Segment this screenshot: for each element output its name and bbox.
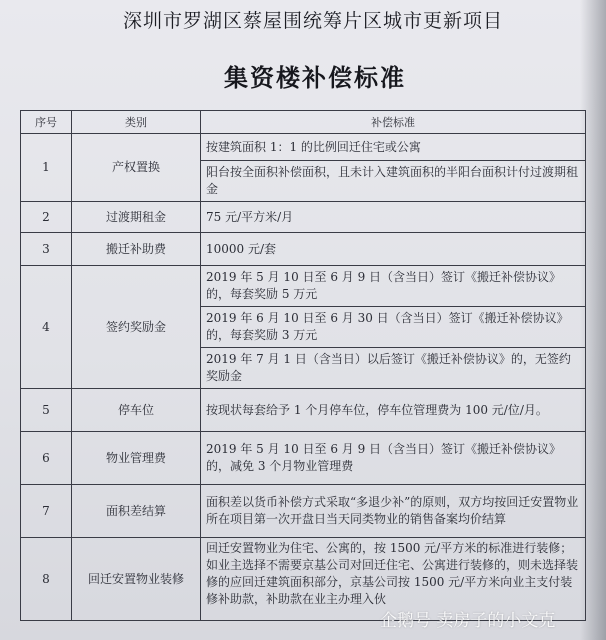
row-standard: 按建筑面积 1：1 的比例回迁住宅或公寓 [201, 134, 586, 161]
row-standard: 2019 年 6 月 10 日至 6 月 30 日（含当日）签订《搬迁补偿协议》的，每套奖励 3 万元 [201, 307, 586, 348]
row-category: 回迁安置物业装修 [72, 538, 201, 621]
row-no: 5 [21, 389, 72, 432]
document-subtitle: 集资楼补偿标准 [224, 63, 406, 92]
row-category: 过渡期租金 [72, 202, 201, 233]
table-row [21, 202, 586, 233]
row-standard: 75 元/平方米/月 [201, 202, 586, 233]
row-standard: 10000 元/套 [201, 233, 586, 266]
row-no: 1 [21, 134, 72, 202]
row-no: 8 [21, 538, 72, 621]
row-standard: 按现状每套给予 1 个月停车位，停车位管理费为 100 元/位/月。 [201, 389, 586, 432]
table-header-row [21, 111, 586, 134]
row-category: 产权置换 [72, 134, 201, 202]
row-standard: 回迁安置物业为住宅、公寓的，按 1500 元/平方米的标准进行装修；如业主选择不需要京基公司对回迁住宅、公寓进行装修的，则未选择装修的应回迁建筑面积部分，京基公司按 1500 元/平方米向业主支付装修补助款，补助款在业主办理入伙 [201, 538, 586, 621]
row-no: 4 [21, 266, 72, 389]
table-row [21, 233, 586, 266]
document-title: 深圳市罗湖区蔡屋围统筹片区城市更新项目 [122, 10, 503, 32]
table-row [21, 389, 586, 432]
row-category: 物业管理费 [72, 432, 201, 485]
header-no: 序号 [21, 111, 72, 134]
table-row [21, 432, 586, 485]
table-row [21, 266, 586, 307]
row-standard: 面积差以货币补偿方式采取“多退少补”的原则，双方均按回迁安置物业所在项目第一次开盘日当天同类物业的销售备案均价结算 [201, 485, 586, 538]
row-standard: 2019 年 5 月 10 日至 6 月 9 日（含当日）签订《搬迁补偿协议》的，每套奖励 5 万元 [201, 266, 586, 307]
table-row [21, 485, 586, 538]
row-standard: 2019 年 7 月 1 日（含当日）以后签订《搬迁补偿协议》的，无签约奖励金 [201, 348, 586, 389]
row-no: 6 [21, 432, 72, 485]
row-standard: 阳台按全面积补偿面积，且未计入建筑面积的半阳台面积计付过渡期租金 [201, 161, 586, 202]
page-shadow [580, 0, 606, 640]
table-row [21, 134, 586, 161]
row-standard: 2019 年 5 月 10 日至 6 月 9 日（含当日）签订《搬迁补偿协议》的，减免 3 个月物业管理费 [201, 432, 586, 485]
row-category: 停车位 [72, 389, 201, 432]
watermark: 企鹅号 卖房子的小文克 [380, 611, 556, 631]
header-standard: 补偿标准 [201, 111, 586, 134]
row-no: 2 [21, 202, 72, 233]
row-no: 7 [21, 485, 72, 538]
row-category: 搬迁补助费 [72, 233, 201, 266]
header-category: 类别 [72, 111, 201, 134]
row-no: 3 [21, 233, 72, 266]
compensation-table [20, 110, 586, 621]
row-category: 签约奖励金 [72, 266, 201, 389]
row-category: 面积差结算 [72, 485, 201, 538]
